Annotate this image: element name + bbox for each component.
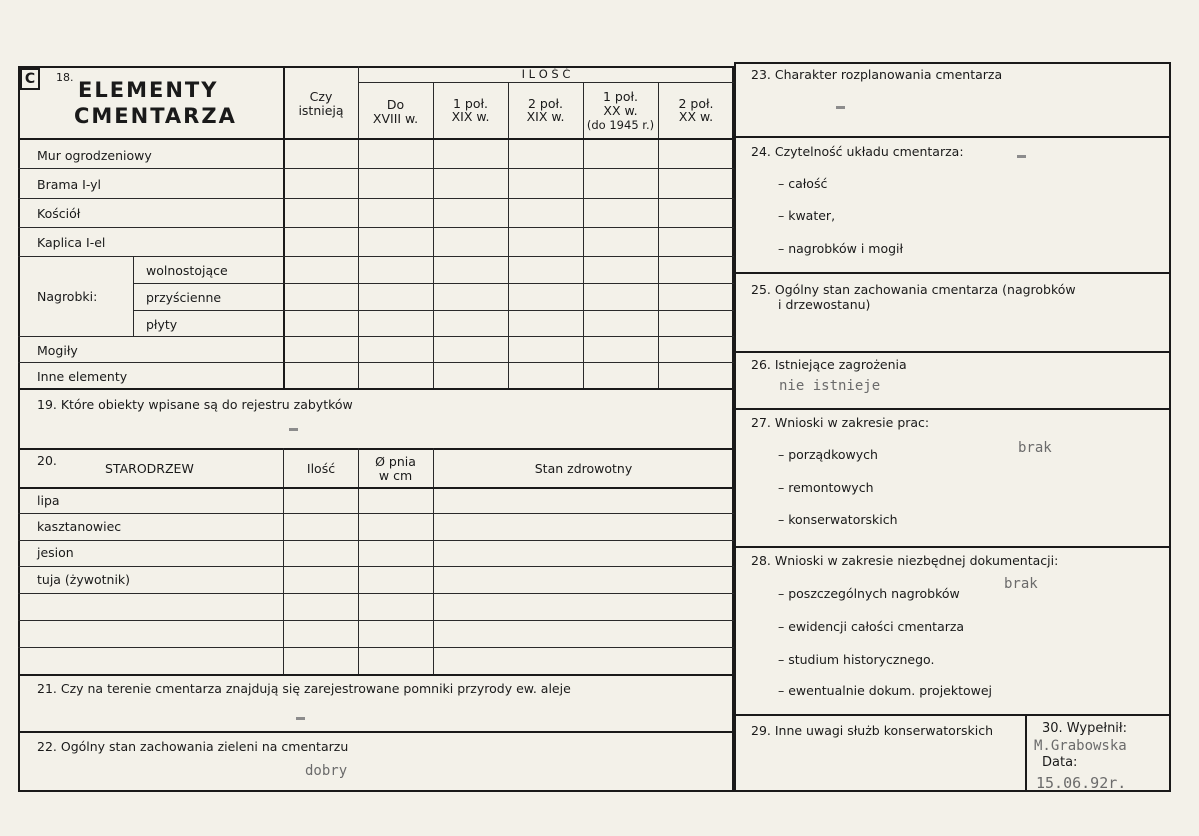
grid-line xyxy=(18,138,734,140)
q30-date-label: Data: xyxy=(1042,755,1078,770)
q30-filled-by: M.Grabowska xyxy=(1034,738,1127,754)
period-header-4-l2: XX w. xyxy=(603,103,638,118)
q20-number: 20. xyxy=(37,453,57,468)
grid-line xyxy=(734,351,1171,353)
row-label-nagrobki: Nagrobki: xyxy=(37,289,98,304)
grid-line xyxy=(18,731,734,733)
period-header-1-l2: XVIII w. xyxy=(372,111,419,126)
q21-label: 21. Czy na terenie cmentarza znajdują się zarejestrowane pomniki przyrody ew. aleje xyxy=(37,681,571,696)
grid-line xyxy=(433,82,434,388)
tree-row-label: tuja (żywotnik) xyxy=(37,572,131,587)
grid-line xyxy=(734,408,1171,410)
q18-title-line1: ELEMENTY xyxy=(78,78,219,102)
grid-line xyxy=(658,82,659,388)
q28-item-records: – ewidencji całości cmentarza xyxy=(778,619,965,634)
row-label-brama: Brama I-yl xyxy=(37,177,102,192)
col-exists-header-1: Czy xyxy=(309,89,333,104)
q24-item-whole: – całość xyxy=(778,176,828,191)
grid-line xyxy=(18,647,734,648)
period-header-5-l1: 2 poł. xyxy=(678,96,714,111)
grid-line xyxy=(18,362,734,363)
col-quantity-header: I L O Ś Ć xyxy=(521,67,571,81)
q19-label: 19. Które obiekty wpisane są do rejestru zabytków xyxy=(37,397,353,412)
grid-line xyxy=(18,448,734,450)
grid-line xyxy=(18,593,734,594)
grid-line xyxy=(734,136,1171,138)
section-letter-box xyxy=(20,68,40,90)
q19-answer-dash xyxy=(289,428,298,431)
q22-label: 22. Ogólny stan zachowania zieleni na cmentarzu xyxy=(37,739,349,754)
q24-item-quarters: – kwater, xyxy=(778,208,836,223)
grid-line xyxy=(18,198,734,199)
grid-line xyxy=(18,540,734,541)
q29-label: 29. Inne uwagi służb konserwatorskich xyxy=(751,723,993,738)
q28-item-graves: – poszczególnych nagrobków xyxy=(778,586,960,601)
q23-label: 23. Charakter rozplanowania cmentarza xyxy=(751,67,1003,82)
q20-col-health: Stan zdrowotny xyxy=(534,461,633,476)
grid-line xyxy=(18,487,734,489)
grid-line xyxy=(133,256,134,336)
q25-label-line1: 25. Ogólny stan zachowania cmentarza (nagrobków xyxy=(751,282,1076,297)
period-header-4-l3: (do 1945 r.) xyxy=(586,118,655,132)
grid-line xyxy=(734,714,1171,716)
grid-line xyxy=(734,272,1171,274)
grid-line xyxy=(133,310,734,311)
q28-item-design: – ewentualnie dokum. projektowej xyxy=(778,683,993,698)
q24-answer-dash xyxy=(1017,155,1026,158)
row-label-kaplica: Kaplica I-el xyxy=(37,235,106,250)
grid-line xyxy=(18,336,734,337)
period-header-1-l1: Do xyxy=(386,97,405,112)
q26-answer: nie istnieje xyxy=(779,378,881,394)
period-header-3-l2: XIX w. xyxy=(526,109,565,124)
q27-item-cleanup: – porządkowych xyxy=(778,447,878,462)
row-label-przyscienne: przyścienne xyxy=(146,290,222,305)
q27-answer: brak xyxy=(1018,440,1052,456)
grid-line xyxy=(283,448,284,674)
grid-line xyxy=(133,283,734,284)
grid-line xyxy=(18,388,734,390)
q20-col-trunk-1: Ø pnia xyxy=(375,454,416,469)
grid-line xyxy=(18,620,734,621)
q28-item-history: – studium historycznego. xyxy=(778,652,935,667)
q18-number: 18. xyxy=(56,71,74,84)
grid-line xyxy=(18,513,734,514)
q28-label: 28. Wnioski w zakresie niezbędnej dokumentacji: xyxy=(751,553,1059,568)
tree-row-label: kasztanowiec xyxy=(37,519,122,534)
q18-title-line2: CMENTARZA xyxy=(74,104,237,128)
row-label-mur: Mur ogrodzeniowy xyxy=(37,148,152,163)
q22-answer: dobry xyxy=(305,763,348,779)
period-header-2-l1: 1 poł. xyxy=(452,96,489,111)
grid-line xyxy=(358,82,734,83)
row-label-kosciol: Kościół xyxy=(37,206,81,221)
q28-answer: brak xyxy=(1004,576,1038,592)
grid-line xyxy=(1025,714,1027,792)
q20-col-trunk-2: w cm xyxy=(378,468,413,483)
tree-row-label: jesion xyxy=(37,545,74,560)
q21-answer-dash xyxy=(296,717,305,720)
q27-item-repair: – remontowych xyxy=(778,480,874,495)
grid-line xyxy=(433,448,434,674)
grid-line xyxy=(18,256,734,257)
grid-line xyxy=(18,674,734,676)
q24-label: 24. Czytelność układu cmentarza: xyxy=(751,144,964,159)
q20-title: STARODRZEW xyxy=(105,461,194,476)
period-header-5-l2: XX w. xyxy=(678,109,714,124)
period-header-2-l2: XIX w. xyxy=(451,109,490,124)
period-header-3-l1: 2 poł. xyxy=(527,96,564,111)
q25-label-line2: i drzewostanu) xyxy=(778,297,871,312)
q27-label: 27. Wnioski w zakresie prac: xyxy=(751,415,930,430)
tree-row-label: lipa xyxy=(37,493,60,508)
grid-line xyxy=(18,566,734,567)
col-exists-header-2: istnieją xyxy=(298,103,344,118)
period-header-4-l1: 1 poł. xyxy=(602,89,639,104)
row-label-inne: Inne elementy xyxy=(37,369,128,384)
grid-line xyxy=(18,168,734,169)
section-letter: C xyxy=(24,71,36,87)
q24-item-graves: – nagrobków i mogił xyxy=(778,241,904,256)
q26-label: 26. Istniejące zagrożenia xyxy=(751,357,907,372)
q30-label: 30. Wypełnił: xyxy=(1042,721,1127,736)
row-label-plyty: płyty xyxy=(146,317,178,332)
q30-date: 15.06.92r. xyxy=(1036,774,1127,792)
grid-line xyxy=(508,82,509,388)
row-label-wolnostojace: wolnostojące xyxy=(146,263,228,278)
q23-answer-dash xyxy=(836,106,845,109)
grid-line xyxy=(18,227,734,228)
q27-item-conservation: – konserwatorskich xyxy=(778,512,898,527)
grid-line xyxy=(734,546,1171,548)
row-label-mogily: Mogiły xyxy=(37,343,78,358)
q20-col-quantity: Ilość xyxy=(306,461,336,476)
